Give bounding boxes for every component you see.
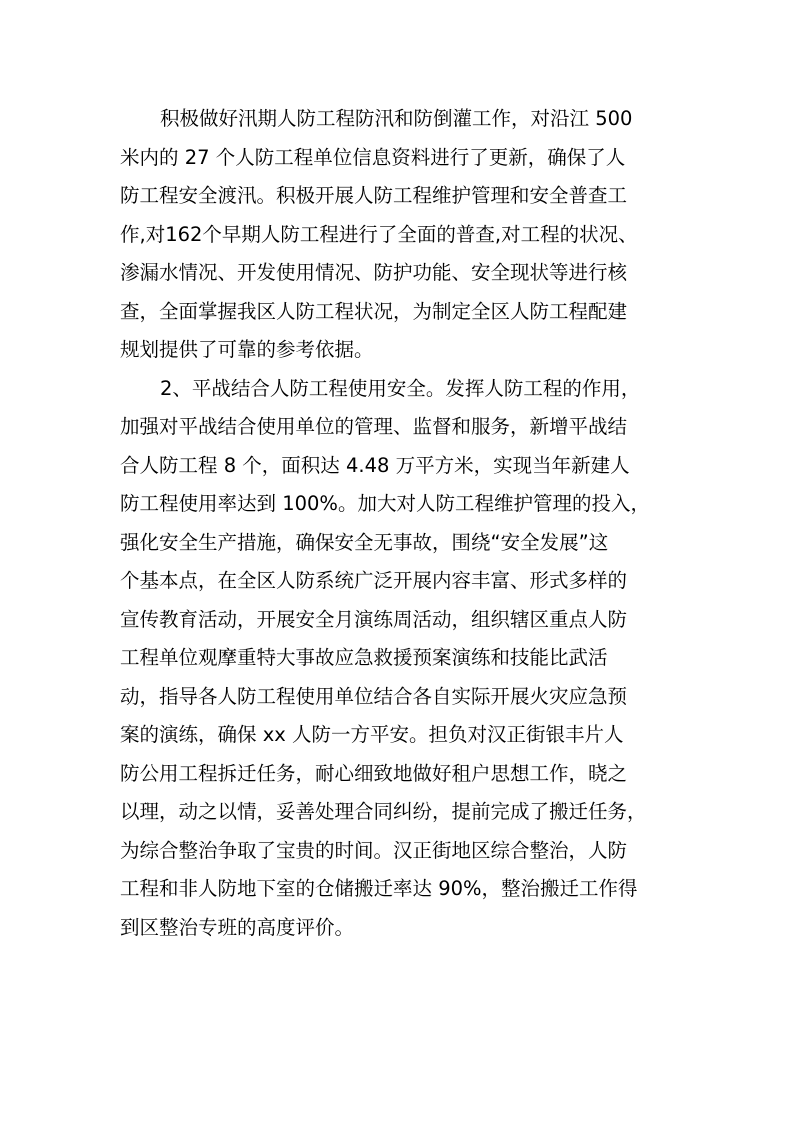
text-line: 2、平战结合人防工程使用安全。发挥人防工程的作用， (160, 376, 641, 400)
text-line: 动，指导各人防工程使用单位结合各自实际开展火灾应急预 (120, 684, 628, 708)
text-line: 工程和非人防地下室的仓储搬迁率达 90%，整治搬迁工作得 (120, 877, 638, 900)
text-line: 防工程安全渡汛。积极开展人防工程维护管理和安全普查工 (120, 184, 628, 207)
paragraph-peacetime-wartime-use (120, 370, 682, 948)
text-line: 防公用工程拆迁任务，耐心细致地做好租户思想工作，晓之 (120, 761, 628, 785)
text-line: 强化安全生产措施，确保安全无事故，围绕“安全发展”这 (120, 530, 609, 554)
text-line: 宣传教育活动，开展安全月演练周活动，组织辖区重点人防 (120, 607, 628, 631)
document-body (120, 100, 682, 947)
text-line: 渗漏水情况、开发使用情况、防护功能、安全现状等进行核 (120, 261, 628, 284)
text-line: 作,对162个早期人防工程进行了全面的普查,对工程的状况、 (120, 222, 638, 246)
text-line: 防工程使用率达到 100%。加大对人防工程维护管理的投入， (120, 492, 650, 515)
text-line: 规划提供了可靠的参考依据。 (120, 338, 374, 361)
text-line: 米内的 27 个人防工程单位信息资料进行了更新，确保了人 (120, 145, 626, 169)
text-line: 查，全面掌握我区人防工程状况，为制定全区人防工程配建 (120, 299, 628, 323)
text-line: 合人防工程 8 个，面积达 4.48 万平方米，实现当年新建人 (120, 453, 630, 477)
paragraph-flood-prevention (120, 100, 682, 370)
text-line: 个基本点，在全区人防系统广泛开展内容丰富、形式多样的 (120, 569, 628, 592)
text-line: 工程单位观摩重特大事故应急救援预案演练和技能比武活 (120, 646, 608, 669)
text-line: 加强对平战结合使用单位的管理、监督和服务，新增平战结 (120, 415, 628, 438)
text-line: 案的演练，确保 xx 人防一方平安。担负对汉正街银丰片人 (120, 723, 624, 746)
text-line: 积极做好汛期人防工程防汛和防倒灌工作，对沿江 500 (160, 107, 633, 130)
text-line: 到区整治专班的高度评价。 (120, 915, 355, 939)
text-line: 以理，动之以情，妥善处理合同纠纷，提前完成了搬迁任务， (120, 800, 647, 823)
text-line: 为综合整治争取了宝贵的时间。汉正街地区综合整治，人防 (120, 838, 628, 862)
